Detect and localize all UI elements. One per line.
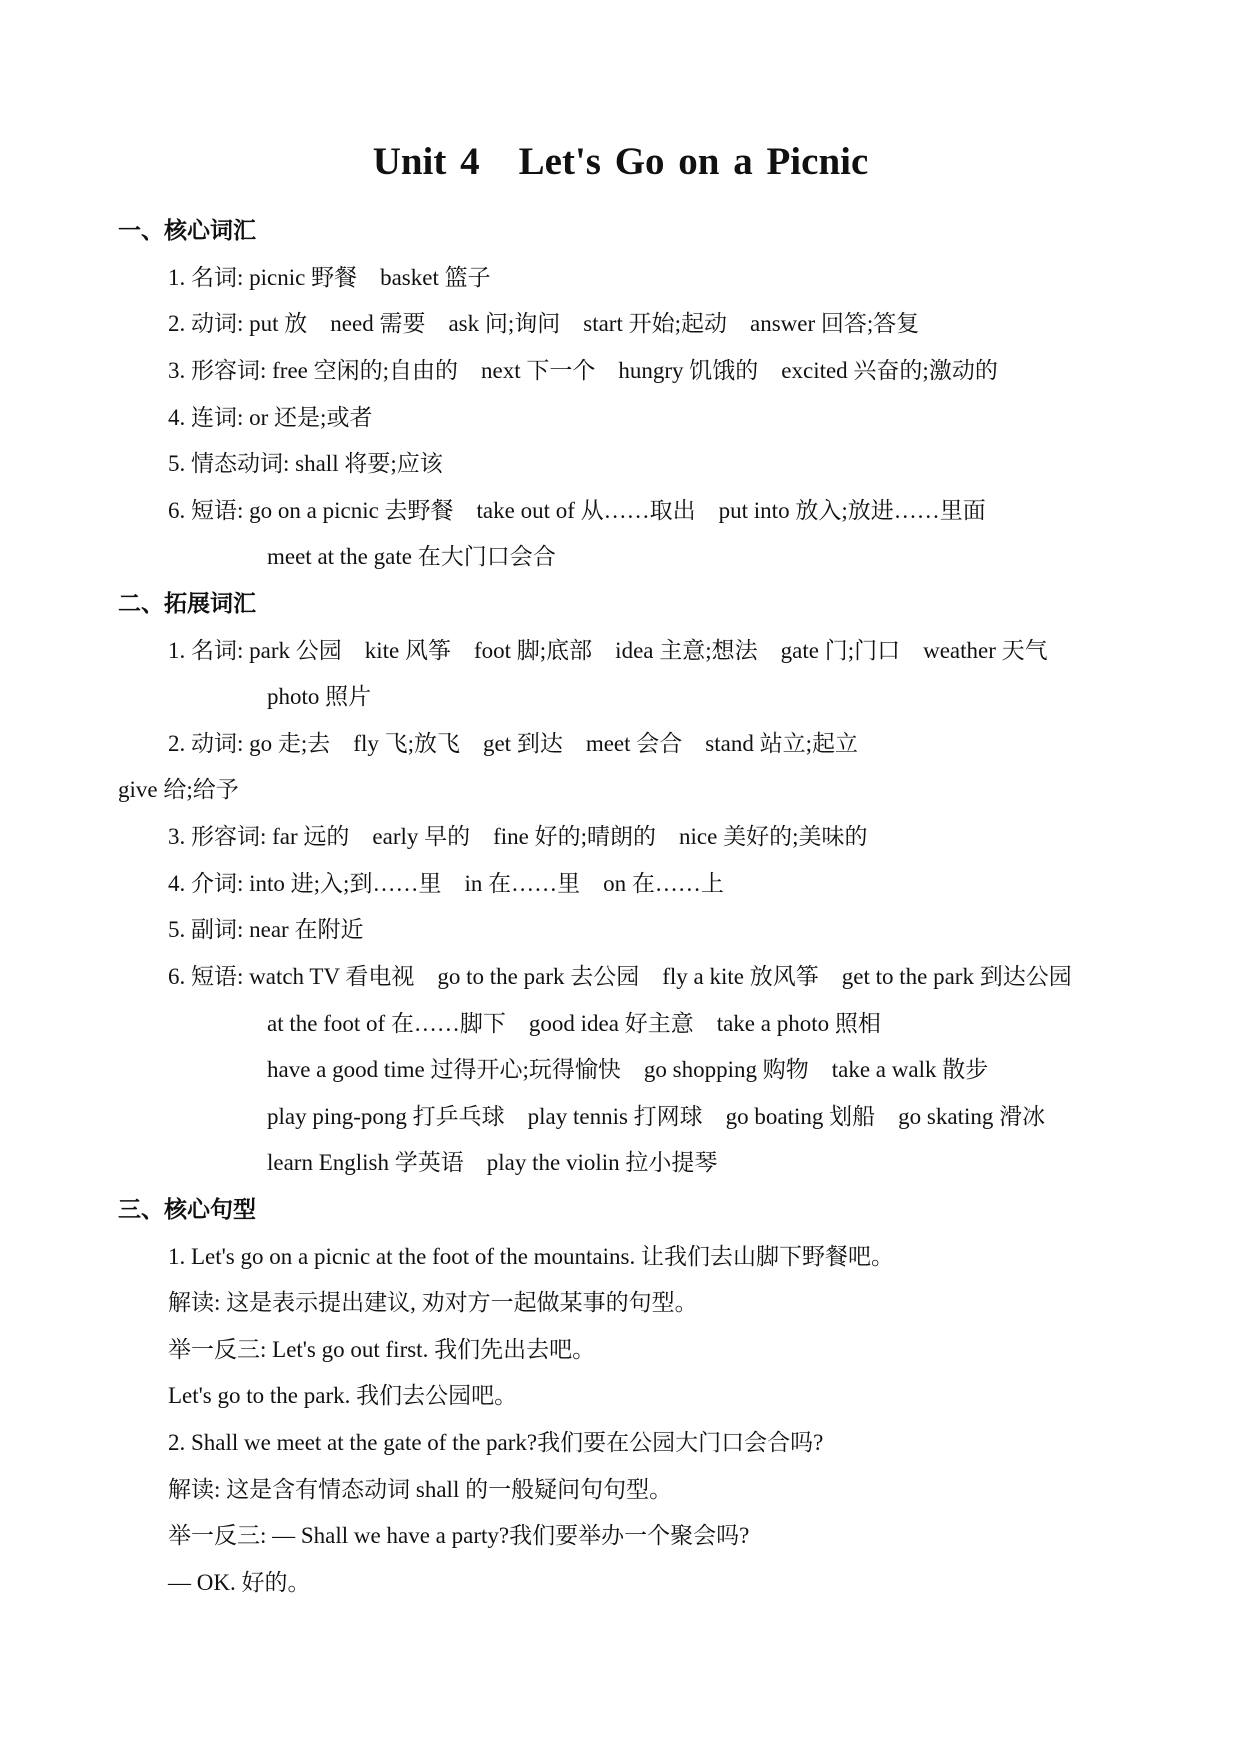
vocab-line-continued: give 给;给予 xyxy=(118,777,239,802)
vocab-line: 3. 形容词: free 空闲的;自由的 next 下一个 hungry 饥饿的 excited 兴奋的;激动的 xyxy=(168,358,998,383)
section-heading-core-vocab: 一、核心词汇 xyxy=(118,218,256,244)
sentence-line: — OK. 好的。 xyxy=(168,1570,311,1595)
vocab-line: 5. 副词: near 在附近 xyxy=(168,917,364,942)
vocab-line: 5. 情态动词: shall 将要;应该 xyxy=(168,451,443,476)
page-title: Unit 4 Let's Go on a Picnic xyxy=(372,140,869,183)
vocab-line: 2. 动词: go 走;去 fly 飞;放飞 get 到达 meet 会合 stand 站立;起立 xyxy=(168,731,858,756)
vocab-line: 6. 短语: go on a picnic 去野餐 take out of 从……取出 put into 放入;放进……里面 xyxy=(168,498,986,523)
vocab-line: 4. 连词: or 还是;或者 xyxy=(168,405,373,430)
sentence-line: 1. Let's go on a picnic at the foot of the mountains. 让我们去山脚下野餐吧。 xyxy=(168,1244,894,1269)
sentence-line: 举一反三: Let's go out first. 我们先出去吧。 xyxy=(168,1337,596,1362)
vocab-line-continued: photo 照片 xyxy=(267,684,372,709)
section-heading-extended-vocab: 二、拓展词汇 xyxy=(118,591,256,617)
sentence-line: 解读: 这是表示提出建议, 劝对方一起做某事的句型。 xyxy=(168,1290,698,1315)
sentence-line: 解读: 这是含有情态动词 shall 的一般疑问句句型。 xyxy=(168,1477,673,1502)
sentence-line: 举一反三: — Shall we have a party?我们要举办一个聚会吗? xyxy=(168,1523,750,1548)
vocab-line-continued: meet at the gate 在大门口会合 xyxy=(267,544,556,569)
vocab-line-continued: play ping-pong 打乒乓球 play tennis 打网球 go boating 划船 go skating 滑冰 xyxy=(267,1104,1046,1129)
vocab-line: 1. 名词: picnic 野餐 basket 篮子 xyxy=(168,265,491,290)
vocab-line-continued: learn English 学英语 play the violin 拉小提琴 xyxy=(267,1150,718,1175)
vocab-line: 1. 名词: park 公园 kite 风筝 foot 脚;底部 idea 主意;想法 gate 门;门口 weather 天气 xyxy=(168,638,1048,663)
section-heading-core-sentences: 三、核心句型 xyxy=(118,1197,256,1223)
vocab-line-continued: have a good time 过得开心;玩得愉快 go shopping 购物 take a walk 散步 xyxy=(267,1057,989,1082)
vocab-line-continued: at the foot of 在……脚下 good idea 好主意 take a photo 照相 xyxy=(267,1011,881,1036)
vocab-line: 2. 动词: put 放 need 需要 ask 问;询问 start 开始;起动 answer 回答;答复 xyxy=(168,311,920,336)
vocab-line: 6. 短语: watch TV 看电视 go to the park 去公园 fly a kite 放风筝 get to the park 到达公园 xyxy=(168,964,1072,989)
vocab-line: 3. 形容词: far 远的 early 早的 fine 好的;晴朗的 nice 美好的;美味的 xyxy=(168,824,868,849)
sentence-line: Let's go to the park. 我们去公园吧。 xyxy=(168,1383,518,1408)
sentence-line: 2. Shall we meet at the gate of the park?我们要在公园大门口会合吗? xyxy=(168,1430,824,1455)
vocab-line: 4. 介词: into 进;入;到……里 in 在……里 on 在……上 xyxy=(168,871,724,896)
